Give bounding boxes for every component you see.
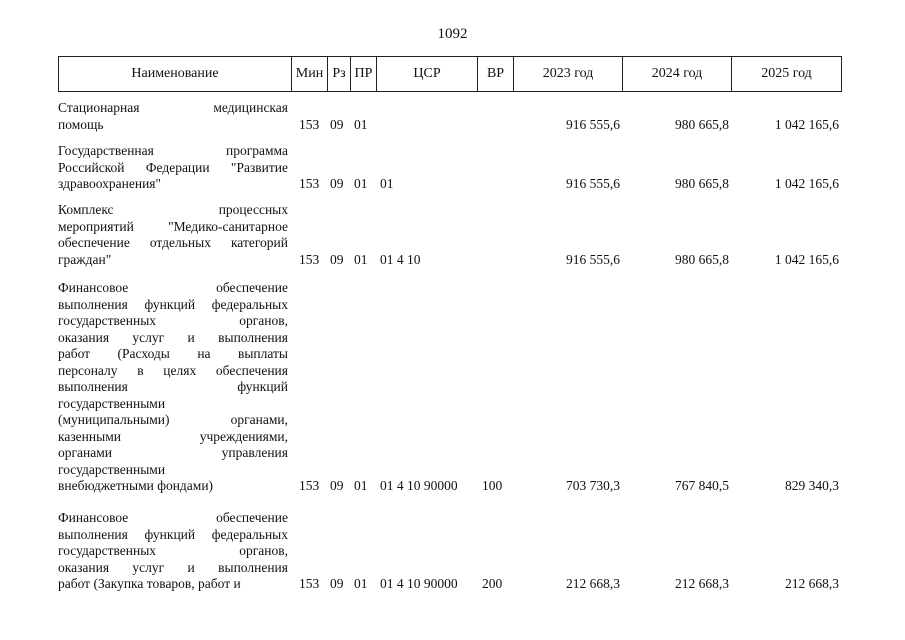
row-name-line: обеспечение отдельных категорий <box>58 235 288 250</box>
header-min: Мин <box>292 57 328 92</box>
row-name-line: работ (Закупка товаров, работ и <box>58 576 241 591</box>
row-name-line: Государственная программа <box>58 143 288 158</box>
row-pr: 01 <box>354 576 368 591</box>
row-name-line: внебюджетными фондами) <box>58 478 214 493</box>
header-2025: 2025 год <box>732 57 842 92</box>
row-2024: 980 665,8 <box>675 116 729 132</box>
row-rz: 09 <box>330 478 344 493</box>
row-name-line: органами управления <box>58 445 288 460</box>
row-2024: 767 840,5 <box>675 478 729 493</box>
table-row <box>58 100 841 133</box>
row-name-line: граждан" <box>58 251 112 267</box>
header-2024: 2024 год <box>623 57 732 92</box>
row-pr: 01 <box>354 478 368 493</box>
row-2023: 916 555,6 <box>566 176 620 191</box>
row-name-line: персоналу в целях обеспечения <box>58 362 288 378</box>
row-vr: 100 <box>482 478 503 493</box>
row-name-line: оказания услуг и выполнения <box>58 329 288 345</box>
row-name-line: государственными <box>58 461 166 477</box>
header-csr: ЦСР <box>377 57 478 92</box>
row-name-line: казенными учреждениями, <box>58 428 288 444</box>
row-2025: 1 042 165,6 <box>774 176 839 191</box>
row-name-line: государственными <box>58 395 166 411</box>
row-rz: 09 <box>330 576 344 591</box>
table-row <box>58 202 841 268</box>
row-2024: 980 665,8 <box>675 176 729 191</box>
row-name-line: мероприятий "Медико-санитарное <box>58 218 288 234</box>
row-name-line: выполнения функций федеральных <box>58 296 288 312</box>
row-name-line: выполнения функций <box>58 379 288 394</box>
row-2023: 916 555,6 <box>566 116 620 132</box>
header-name: Наименование <box>59 57 292 92</box>
row-rz: 09 <box>330 176 344 191</box>
row-2023: 703 730,3 <box>566 478 620 493</box>
table-row <box>58 143 841 193</box>
row-name-line: Финансовое обеспечение <box>58 510 288 525</box>
row-2025: 212 668,3 <box>785 576 839 591</box>
row-csr: 01 4 10 90000 <box>380 576 458 591</box>
header-vr: ВР <box>478 57 514 92</box>
row-name-line: выполнения функций федеральных <box>58 526 288 542</box>
row-2025: 1 042 165,6 <box>774 116 839 132</box>
table-row <box>58 510 841 593</box>
row-csr: 01 <box>380 176 394 191</box>
row-vr: 200 <box>482 576 503 591</box>
row-name <box>58 100 288 133</box>
row-name-line: Комплекс процессных <box>58 202 288 217</box>
row-name-line: (муниципальными) органами, <box>58 412 288 427</box>
row-name-line: Российской Федерации "Развитие <box>58 159 288 175</box>
row-2025: 829 340,3 <box>785 478 839 493</box>
row-name-line: помощь <box>58 116 104 132</box>
row-rz: 09 <box>330 251 344 267</box>
table-row <box>58 280 841 495</box>
header-rz: Рз <box>328 57 351 92</box>
row-name-line: Стационарная медицинская <box>58 100 288 115</box>
row-name <box>58 143 288 193</box>
row-min: 153 <box>299 576 320 591</box>
row-name-line: государственных органов, <box>58 543 288 558</box>
row-csr: 01 4 10 90000 <box>380 478 458 493</box>
row-name <box>58 202 288 268</box>
row-name-line: здравоохранения" <box>58 176 162 191</box>
table-header <box>58 56 842 92</box>
row-name-line: Финансовое обеспечение <box>58 280 288 295</box>
row-2023: 212 668,3 <box>566 576 620 591</box>
row-name-line: работ (Расходы на выплаты <box>58 346 288 361</box>
row-pr: 01 <box>354 176 368 191</box>
row-name-line: государственных органов, <box>58 313 288 328</box>
row-2024: 980 665,8 <box>675 251 729 267</box>
header-2023: 2023 год <box>514 57 623 92</box>
row-min: 153 <box>299 176 320 191</box>
row-name <box>58 510 288 593</box>
row-min: 153 <box>299 116 320 132</box>
row-2024: 212 668,3 <box>675 576 729 591</box>
row-2025: 1 042 165,6 <box>774 251 839 267</box>
row-pr: 01 <box>354 251 368 267</box>
row-name-line: оказания услуг и выполнения <box>58 559 288 575</box>
page-number: 1092 <box>437 26 468 42</box>
row-pr: 01 <box>354 116 368 132</box>
row-2023: 916 555,6 <box>566 251 620 267</box>
header-pr: ПР <box>351 57 377 92</box>
row-min: 153 <box>299 251 320 267</box>
row-rz: 09 <box>330 116 344 132</box>
row-name <box>58 280 288 495</box>
row-min: 153 <box>299 478 320 493</box>
row-csr: 01 4 10 <box>380 251 421 267</box>
